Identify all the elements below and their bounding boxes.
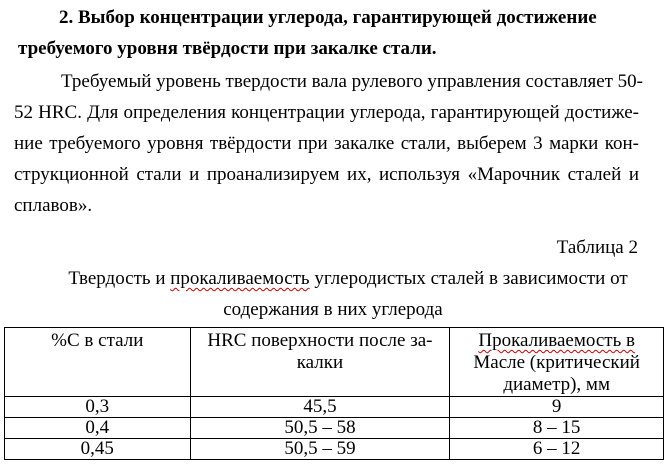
table-cell: 6 – 12	[450, 439, 664, 460]
caption-text-after: углеродистых сталей в зависимости от	[309, 268, 628, 289]
table-cell: 8 – 15	[450, 418, 664, 439]
header-hrc-line-2: калки	[296, 352, 344, 373]
header-hardenability-line-3: диаметр), мм	[503, 374, 610, 395]
table-header-row	[5, 328, 664, 397]
body-paragraph	[14, 66, 644, 221]
table-label: Таблица 2	[556, 237, 638, 258]
header-hrc-line-1: HRC поверхности после за-	[207, 330, 433, 351]
caption-line-2: содержания в них углерода	[223, 299, 443, 320]
table-cell: 9	[450, 397, 664, 418]
paragraph-line-1: Требуемый уровень твердости вала рулевого управления составляет 50-	[61, 71, 644, 92]
header-hardenability-line-2: Масле (критический	[473, 352, 640, 373]
header-carbon: %С в стали	[5, 328, 191, 397]
table-cell: 0,45	[5, 439, 191, 460]
table-row	[5, 439, 664, 460]
paragraph-line-5: сплавов».	[14, 195, 93, 216]
caption-line-1	[0, 263, 666, 294]
table-cell: 50,5 – 58	[190, 418, 450, 439]
table-row	[5, 397, 664, 418]
table-caption	[0, 263, 666, 325]
heading-line-1: 2. Выбор концентрации углерода, гарантирующей достижение	[59, 7, 597, 28]
data-table	[4, 327, 664, 460]
table-row	[5, 418, 664, 439]
caption-text-before: Твердость и	[68, 268, 171, 289]
spellcheck-word: Прокаливаемость в	[478, 330, 635, 351]
paragraph-line-2: 52 HRC. Для определения концентрации углерода, гарантирующей достиже-	[14, 102, 639, 123]
table-cell: 0,3	[5, 397, 191, 418]
section-heading	[18, 2, 648, 64]
heading-line-2: требуемого уровня твёрдости при закалке стали.	[18, 38, 437, 59]
header-hrc	[190, 328, 450, 397]
table-cell: 45,5	[190, 397, 450, 418]
table-cell: 50,5 – 59	[190, 439, 450, 460]
spellcheck-word: прокаливаемость	[170, 268, 310, 289]
paragraph-line-4: струкционной стали и проанализируем их, используя «Марочник сталей и	[14, 164, 639, 185]
header-hardenability-line-1	[456, 330, 657, 352]
header-hardenability	[450, 328, 664, 397]
paragraph-line-3: ние требуемого уровня твёрдости при закалке стали, выберем 3 марки кон-	[14, 133, 639, 154]
table-cell: 0,4	[5, 418, 191, 439]
